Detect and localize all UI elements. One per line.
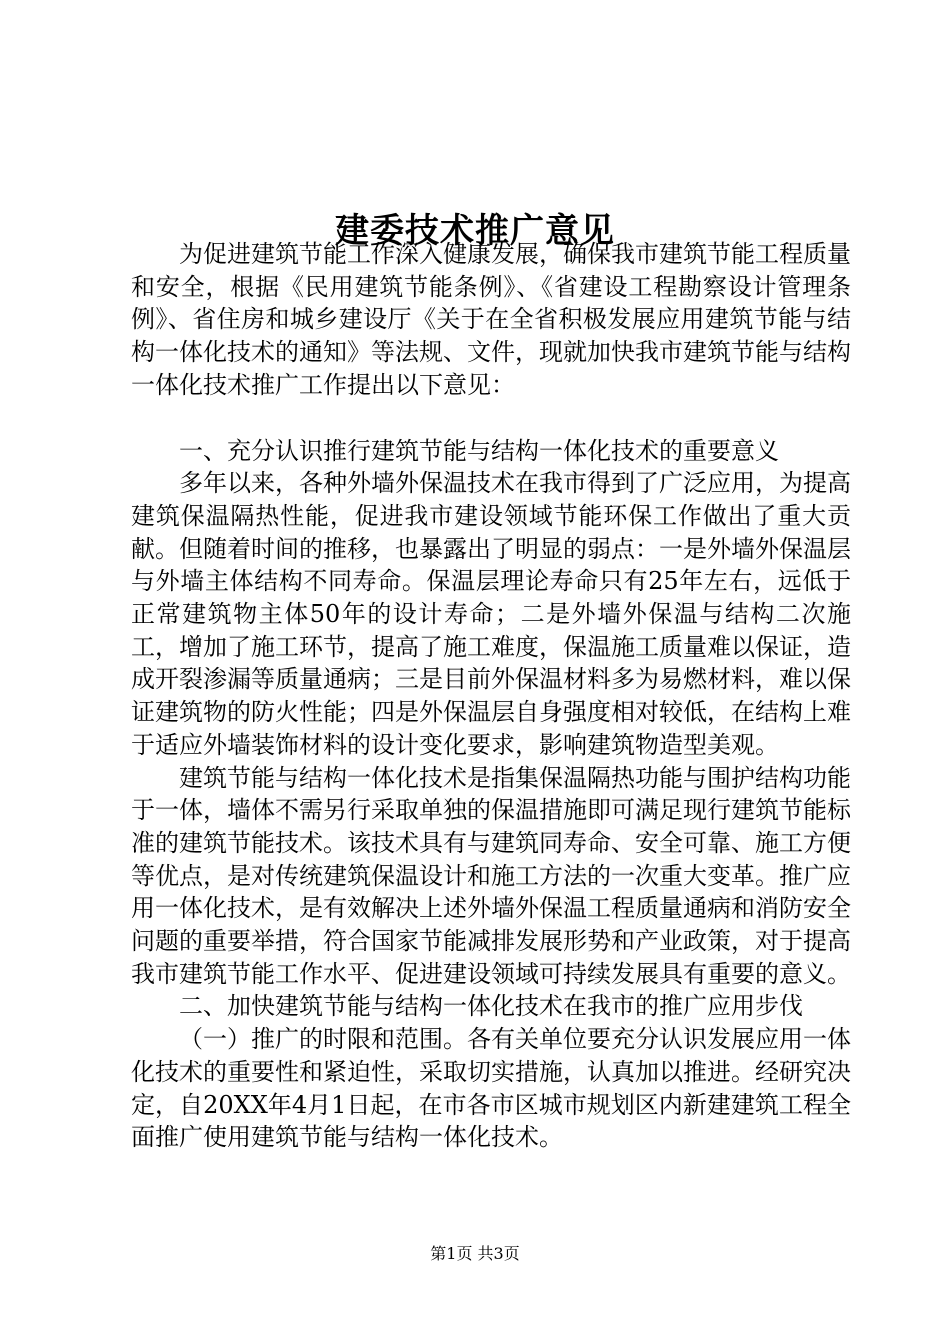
section-heading-2: 二、加快建筑节能与结构一体化技术在我市的推广应用步伐 <box>179 992 803 1021</box>
paragraph-background: 多年以来，各种外墙外保温技术在我市得到了广泛应用，为提高建筑保温隔热性能，促进我市建设领域节能环保工作做出了重大贡献。但随着时间的推移，也暴露出了明显的弱点：一是外墙外保温层与外墙主体结构不同寿命。保温层理论寿命只有25年左右，远低于正常建筑物主体50年的设计寿命；二是外墙外保温与结构二次施工，增加了施工环节，提高了施工难度，保温施工质量难以保证，造成开裂渗漏等质量通病；三是目前外保温材料多为易燃材料，难以保证建筑物的防火性能；四是外保温层自身强度相对较低，在结构上难于适应外墙装饰材料的设计变化要求，影响建筑物造型美观。 <box>131 469 851 759</box>
paragraph-scope: （一）推广的时限和范围。各有关单位要充分认识发展应用一体化技术的重要性和紧迫性，采取切实措施，认真加以推进。经研究决定，自20XX年4月1日起，在市各市区城市规划区内新建建筑工程全面推广使用建筑节能与结构一体化技术。 <box>131 1025 851 1152</box>
paragraph-intro: 为促进建筑节能工作深入健康发展，确保我市建筑节能工程质量和安全，根据《民用建筑节能条例》、《省建设工程勘察设计管理条例》、省住房和城乡建设厅《关于在全省积极发展应用建筑节能与结构一体化技术的通知》等法规、文件，现就加快我市建筑节能与结构一体化技术推广工作提出以下意见： <box>131 240 851 399</box>
page-number-footer: 第1页 共3页 <box>430 1244 520 1263</box>
paragraph-technology: 建筑节能与结构一体化技术是指集保温隔热功能与围护结构功能于一体，墙体不需另行采取单独的保温措施即可满足现行建筑节能标准的建筑节能技术。该技术具有与建筑同寿命、安全可靠、施工方便等优点，是对传统建筑保温设计和施工方法的一次重大变革。推广应用一体化技术，是有效解决上述外墙外保温工程质量通病和消防安全问题的重要举措，符合国家节能减排发展形势和产业政策，对于提高我市建筑节能工作水平、促进建设领域可持续发展具有重要的意义。 <box>131 763 851 988</box>
document-title: 建委技术推广意见 <box>335 210 615 251</box>
section-heading-1: 一、充分认识推行建筑节能与结构一体化技术的重要意义 <box>179 436 779 465</box>
document-body <box>131 238 851 1154</box>
